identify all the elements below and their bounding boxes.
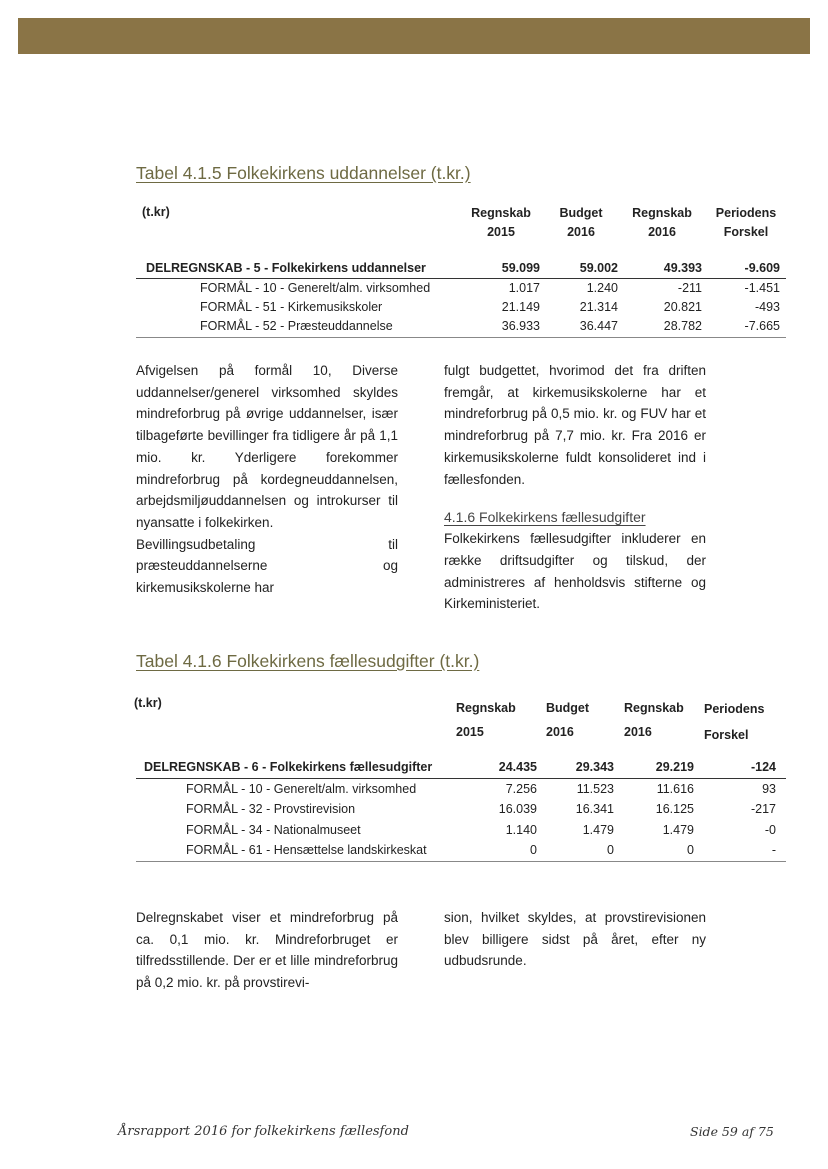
table1-header-regnskab-2016: Regnskab 2016 <box>632 206 692 239</box>
table-row <box>136 758 786 777</box>
table2-rule <box>136 778 786 779</box>
text1-subsection-paragraph: Folkekirkens fællesudgifter inkluderer en række driftsudgifter og tilskud, der administreres af henholdsvis stifterne og Kirkeministeriet. <box>444 531 706 612</box>
text1-left-column <box>136 360 398 599</box>
cell-regnskab-2016: 11.616 <box>656 782 694 796</box>
table1-header-regnskab-2015: Regnskab 2015 <box>471 206 531 239</box>
text2-left-paragraph: Delregnskabet viser et mindreforbrug på ca. 0,1 mio. kr. Mindreforbruget er tilfredsstillende. Der er et lille mindreforbrug på 0,2 mio. kr. på provstirevi- <box>136 910 398 991</box>
cell-budget-2016: 1.240 <box>586 281 618 295</box>
table-row <box>136 298 786 317</box>
cell-forskel: -7.665 <box>744 319 780 333</box>
cell-regnskab-2016: 49.393 <box>663 261 702 275</box>
table1-bottom-rule <box>136 337 786 338</box>
cell-forskel: -1.451 <box>744 281 780 295</box>
footer-report-title: Årsrapport 2016 for folkekirkens fællesfond <box>118 1124 409 1139</box>
row-label: DELREGNSKAB - 5 - Folkekirkens uddannelser <box>146 261 426 275</box>
table1-title: Tabel 4.1.5 Folkekirkens uddannelser (t.kr.) <box>136 163 471 183</box>
cell-regnskab-2016: -211 <box>677 281 702 295</box>
text1-left-paragraph-1: Afvigelsen på formål 10, Diverse uddannelser/generel virksomhed skyldes mindreforbrug på øvrige uddannelser, især tilbageførte bevillinger fra tidligere år på 1,1 mio. kr. Yderligere forekommer mindreforbrug på kordegneuddannelsen, arbejdsmiljøuddannelsen og introkurser til nyansatte i folkekirken. <box>136 363 398 530</box>
cell-forskel: 93 <box>762 782 776 796</box>
cell-budget-2016: 29.343 <box>575 760 614 774</box>
row-label: FORMÅL - 34 - Nationalmuseet <box>186 823 361 837</box>
cell-budget-2016: 11.523 <box>576 782 614 796</box>
cell-forskel: -9.609 <box>744 261 780 275</box>
cell-regnskab-2016: 20.821 <box>663 300 702 314</box>
cell-forskel: -493 <box>754 300 780 314</box>
table-row <box>136 841 786 860</box>
cell-forskel: -0 <box>764 823 776 837</box>
text2-right-paragraph: sion, hvilket skyldes, at provstirevisionen blev billigere sidst på året, efter ny udbudsrunde. <box>444 910 706 969</box>
cell-regnskab-2016: 1.479 <box>662 823 694 837</box>
table1-header-forskel: Periodens Forskel <box>715 206 777 239</box>
table1 <box>136 200 786 340</box>
text1-right-column <box>444 360 706 615</box>
spacer <box>444 490 706 506</box>
table-row <box>136 800 786 819</box>
cell-budget-2016: 36.447 <box>579 319 618 333</box>
footer-page-number: Side 59 af 75 <box>690 1124 774 1139</box>
row-label: FORMÅL - 52 - Præsteuddannelse <box>200 319 393 333</box>
text2-left-column <box>136 907 398 994</box>
cell-forskel: - <box>771 843 776 857</box>
row-label: FORMÅL - 32 - Provstirevision <box>186 802 356 816</box>
table2-header-forskel: Periodens Forskel <box>704 702 765 742</box>
table-row <box>136 821 786 840</box>
cell-regnskab-2016: 16.125 <box>655 802 694 816</box>
cell-regnskab-2015: 36.933 <box>501 319 540 333</box>
text1-right-paragraph: fulgt budgettet, hvorimod det fra driften fremgår, at kirkemusikskolerne har et mindreforbrug på 0,5 mio. kr. og FUV har et mindreforbrug på 7,7 mio. kr. Fra 2016 er kirkemusikskolerne fuldt konsolideret ind i fællesfonden. <box>444 363 706 487</box>
table-row <box>136 279 786 298</box>
table2-header-budget-2016: Budget 2016 <box>546 701 590 739</box>
table-row <box>136 780 786 799</box>
table2-title: Tabel 4.1.6 Folkekirkens fællesudgifter (t.kr.) <box>136 651 480 671</box>
cell-budget-2016: 1.479 <box>582 823 614 837</box>
cell-regnskab-2015: 24.435 <box>498 760 537 774</box>
cell-regnskab-2016: 28.782 <box>663 319 702 333</box>
text1-left-paragraph-2: Bevillingsudbetaling til præsteuddannelserne og kirkemusikskolerne har <box>136 536 398 596</box>
cell-regnskab-2015: 1.140 <box>505 823 537 837</box>
row-label: FORMÅL - 61 - Hensættelse landskirkeskat <box>186 843 427 857</box>
cell-regnskab-2016: 0 <box>687 843 694 857</box>
cell-regnskab-2015: 21.149 <box>501 300 540 314</box>
text2-right-column <box>444 907 706 972</box>
cell-regnskab-2015: 0 <box>530 843 537 857</box>
cell-regnskab-2015: 16.039 <box>498 802 537 816</box>
table2-unit: (t.kr) <box>134 696 162 710</box>
cell-regnskab-2016: 29.219 <box>655 760 694 774</box>
cell-budget-2016: 16.341 <box>575 802 614 816</box>
section-heading-4-1-6: 4.1.6 Folkekirkens fællesudgifter <box>444 509 646 526</box>
cell-regnskab-2015: 7.256 <box>505 782 537 796</box>
table-row <box>136 259 786 278</box>
cell-forskel: -217 <box>750 802 776 816</box>
table1-header-budget-2016: Budget 2016 <box>559 206 603 239</box>
table-row <box>136 317 786 336</box>
table1-unit: (t.kr) <box>142 205 170 219</box>
cell-budget-2016: 59.002 <box>579 261 618 275</box>
row-label: FORMÅL - 10 - Generelt/alm. virksomhed <box>200 281 431 295</box>
cell-budget-2016: 0 <box>607 843 614 857</box>
cell-regnskab-2015: 1.017 <box>508 281 540 295</box>
cell-regnskab-2015: 59.099 <box>501 261 540 275</box>
table2-header-regnskab-2016: Regnskab 2016 <box>624 701 684 739</box>
row-label: FORMÅL - 10 - Generelt/alm. virksomhed <box>186 782 417 796</box>
table2-header-regnskab-2015: Regnskab 2015 <box>456 701 516 739</box>
table2-bottom-rule <box>136 861 786 862</box>
row-label: DELREGNSKAB - 6 - Folkekirkens fællesudgifter <box>144 760 433 774</box>
cell-budget-2016: 21.314 <box>579 300 618 314</box>
cell-forskel: -124 <box>750 760 776 774</box>
table2 <box>136 692 786 868</box>
row-label: FORMÅL - 51 - Kirkemusikskoler <box>200 300 383 314</box>
header-band <box>18 18 810 54</box>
